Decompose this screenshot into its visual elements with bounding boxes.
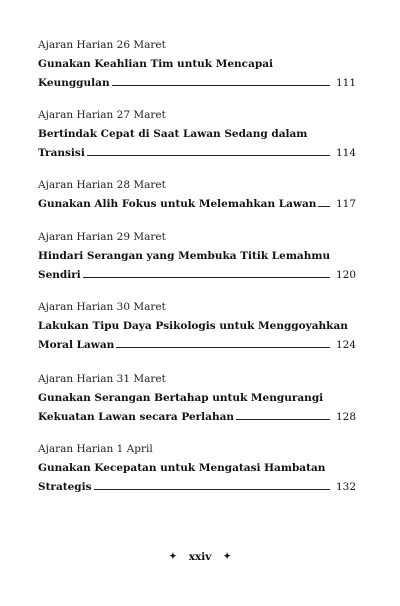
title-line: Transisi [38,147,85,159]
page-footer [0,551,400,563]
dot-leader [83,276,330,278]
toc-entry[interactable] [38,230,356,285]
ornament-icon: ✦ [223,552,231,562]
title-line: Hindari Serangan yang Membuka Titik Lemahmu [38,250,331,262]
entry-title [38,459,356,497]
dot-leader [318,205,330,207]
entry-title [38,247,356,285]
folio-page-number: xxiv [188,551,212,563]
entry-title [38,125,356,163]
title-line: Bertindak Cepat di Saat Lawan Sedang dalam [38,128,308,140]
title-line-with-page [38,195,356,214]
dot-leader [116,346,330,348]
title-line: Gunakan Kecepatan untuk Mengatasi Hambatan [38,462,326,474]
lesson-date: Ajaran Harian 26 Maret [38,39,166,51]
entry-title [38,55,356,93]
title-line: Sendiri [38,269,81,281]
page-number: 114 [335,147,356,159]
title-line: Gunakan Alih Fokus untuk Melemahkan Lawan [38,198,317,210]
dot-leader [94,488,330,490]
title-line: Kekuatan Lawan secara Perlahan [38,411,235,423]
title-line: Gunakan Serangan Bertahap untuk Mengurangi [38,392,324,404]
title-line: Keunggulan [38,77,110,89]
lesson-date: Ajaran Harian 29 Maret [38,231,166,243]
dot-leader [87,154,330,156]
lesson-date: Ajaran Harian 31 Maret [38,373,166,385]
lesson-date: Ajaran Harian 28 Maret [38,179,166,191]
ornament-icon: ✦ [169,552,177,562]
entry-title [38,195,356,214]
dot-leader [112,84,330,86]
toc-entry[interactable] [38,108,356,163]
lesson-date: Ajaran Harian 30 Maret [38,301,166,313]
lesson-date: Ajaran Harian 27 Maret [38,109,166,121]
dot-leader [236,418,330,420]
toc-entry[interactable] [38,300,356,355]
page-number: 117 [335,198,356,210]
page-number: 132 [335,481,356,493]
title-line-with-page [38,336,356,355]
entry-title [38,389,356,427]
page-number: 128 [335,411,356,423]
toc-entry[interactable] [38,442,356,497]
page-number: 111 [335,77,356,89]
page-number: 120 [335,269,356,281]
title-line: Strategis [38,481,92,493]
title-line-with-page [38,74,356,93]
title-line: Gunakan Keahlian Tim untuk Mencapai [38,58,274,70]
lesson-date: Ajaran Harian 1 April [38,443,153,455]
toc-entry[interactable] [38,38,356,93]
title-line-with-page [38,266,356,285]
title-line-with-page [38,408,356,427]
title-line: Lakukan Tipu Daya Psikologis untuk Menggoyahkan [38,320,348,332]
toc-entry[interactable] [38,372,356,427]
page-number: 124 [335,339,356,351]
title-line-with-page [38,144,356,163]
title-line: Moral Lawan [38,339,115,351]
toc-entry[interactable] [38,178,356,214]
title-line-with-page [38,478,356,497]
entry-title [38,317,356,355]
